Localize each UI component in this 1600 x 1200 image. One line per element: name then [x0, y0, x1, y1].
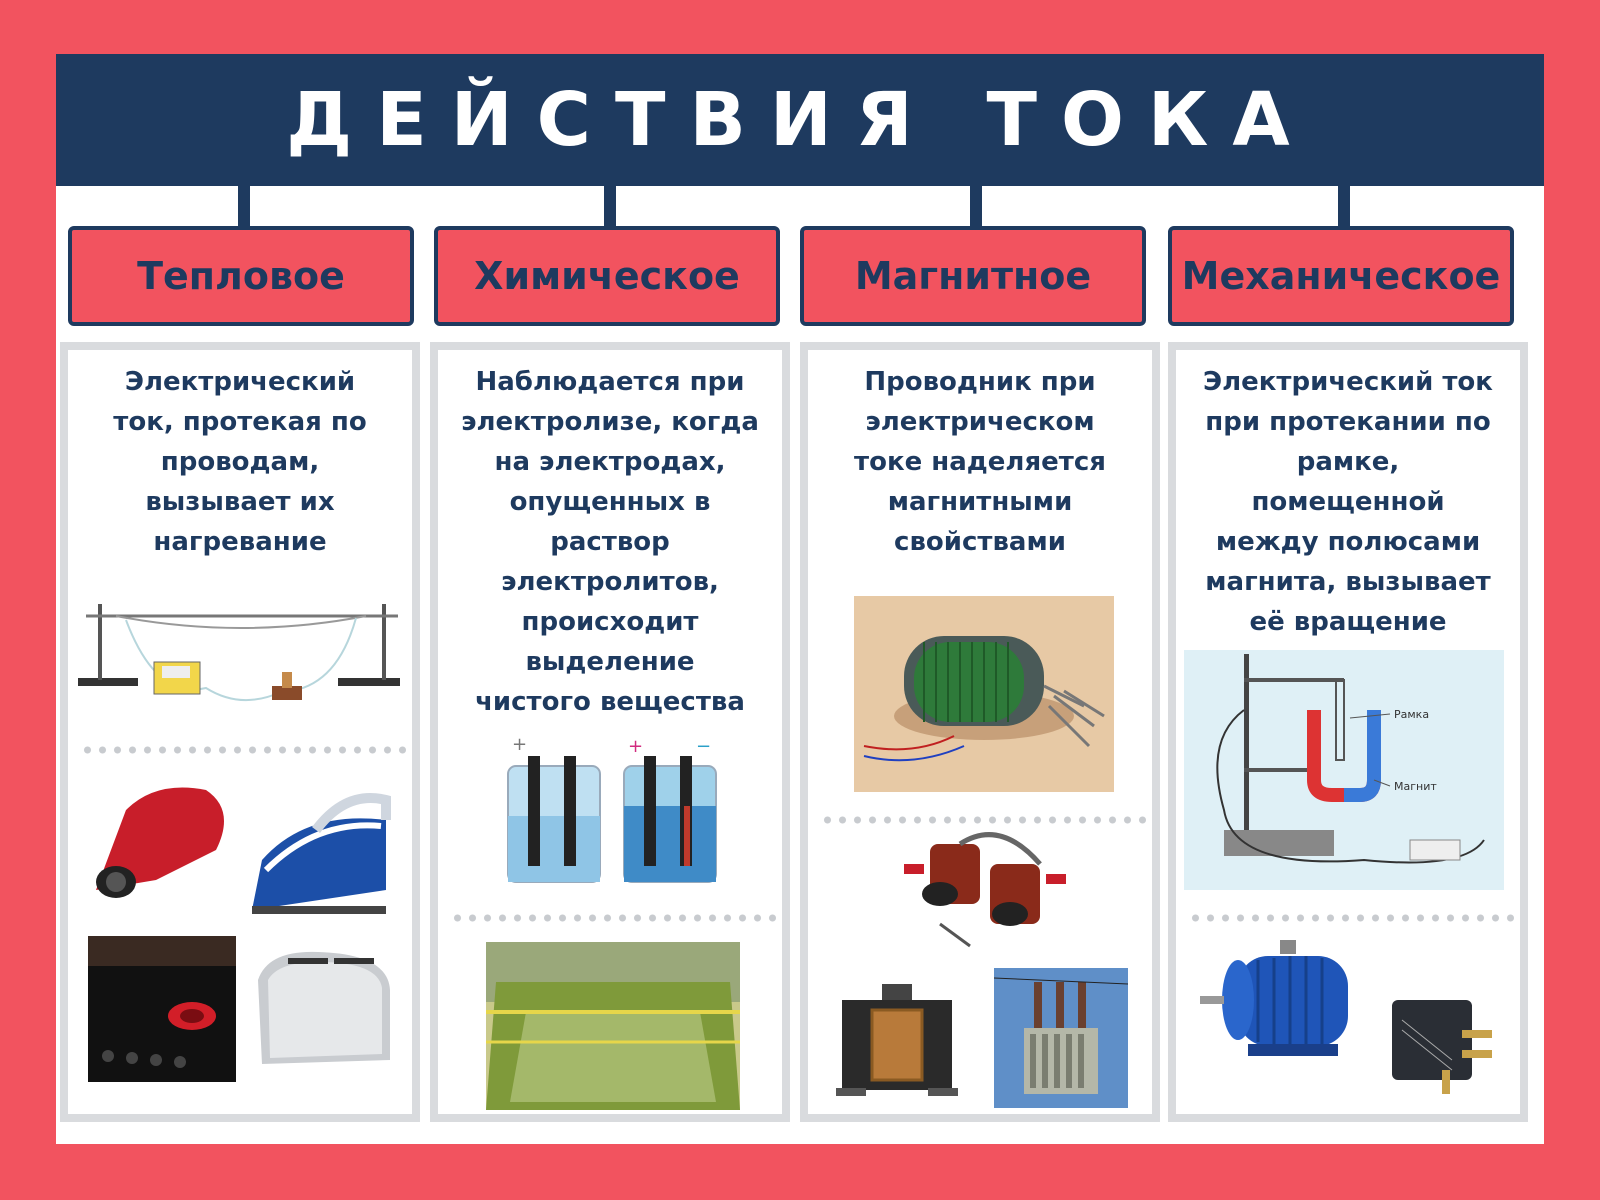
desc-line: чистого вещества: [475, 687, 745, 717]
connector-1: [238, 186, 250, 226]
description-mechanical: [1188, 362, 1508, 642]
divider-dots: [450, 914, 776, 922]
desc-line: происходит: [521, 607, 699, 637]
desc-line: её вращение: [1249, 607, 1447, 637]
desc-line: Электрический ток: [1203, 367, 1493, 397]
steam-iron-image: [246, 770, 396, 920]
divider-dots: [820, 816, 1146, 824]
desc-line: электрическом: [865, 407, 1095, 437]
desc-line: помещенной: [1251, 487, 1445, 517]
desc-line: рамке,: [1296, 447, 1400, 477]
category-magnetic: [800, 226, 1146, 326]
connector-4: [1338, 186, 1350, 226]
power-transformer-image: [994, 968, 1128, 1108]
panel-magnetic: [800, 342, 1160, 1122]
svg-text:−: −: [696, 736, 712, 757]
panel-mechanical: [1168, 342, 1528, 1122]
desc-line: вызывает их: [145, 487, 335, 517]
electroplating-baths-image: [486, 942, 740, 1110]
hair-dryer-image: [86, 770, 236, 910]
desc-line: между полюсами: [1215, 527, 1481, 557]
category-chemical: [434, 226, 780, 326]
divider-dots: [1188, 914, 1514, 922]
desc-line: токе наделяется: [854, 447, 1106, 477]
title-bar: [56, 54, 1544, 186]
desc-line: нагревание: [153, 527, 327, 557]
toaster-image: [248, 940, 398, 1080]
desc-line: электролизе, когда: [461, 407, 759, 437]
frame-in-magnet-image: [1184, 650, 1504, 890]
desc-line: Электрический: [124, 367, 356, 397]
poster: [56, 54, 1544, 1144]
electromagnet-coils-image: [900, 824, 1070, 954]
category-thermal: [68, 226, 414, 326]
frame-label: Рамка: [1394, 708, 1430, 721]
connector-2: [604, 186, 616, 226]
desc-line: магнитными: [887, 487, 1073, 517]
connector-3: [970, 186, 982, 226]
transformer-image: [832, 980, 962, 1110]
desc-line: Проводник при: [864, 367, 1096, 397]
wire-heating-setup-image: [76, 600, 406, 710]
relay-image: [1382, 990, 1502, 1100]
desc-line: свойствами: [894, 527, 1066, 557]
desc-line: при протекании по: [1205, 407, 1491, 437]
desc-line: магнита, вызывает: [1205, 567, 1491, 597]
electrolysis-cells-image: [498, 736, 728, 886]
desc-line: Наблюдается при: [475, 367, 745, 397]
category-label: Механическое: [1181, 254, 1501, 298]
electromagnet-with-nails-image: [854, 596, 1114, 792]
desc-line: ток, протекая по: [113, 407, 367, 437]
category-label: Магнитное: [854, 254, 1092, 298]
category-label: Тепловое: [137, 254, 345, 298]
panel-thermal: [60, 342, 420, 1122]
electric-stove-image: [88, 936, 236, 1082]
desc-line: проводам,: [160, 447, 320, 477]
desc-line: электролитов,: [501, 567, 719, 597]
category-label: Химическое: [474, 254, 740, 298]
divider-dots: [80, 746, 406, 754]
desc-line: на электродах,: [494, 447, 726, 477]
svg-text:+: +: [512, 736, 528, 755]
svg-text:+: +: [628, 736, 644, 757]
panel-chemical: [430, 342, 790, 1122]
magnet-label: Магнит: [1394, 780, 1437, 793]
electric-motor-image: [1198, 936, 1368, 1066]
description-chemical: [450, 362, 770, 722]
description-magnetic: [820, 362, 1140, 562]
desc-line: выделение: [525, 647, 695, 677]
category-mechanical: [1168, 226, 1514, 326]
desc-line: опущенных в: [509, 487, 711, 517]
desc-line: раствор: [550, 527, 670, 557]
page-title: ДЕЙСТВИЯ ТОКА: [286, 77, 1314, 163]
description-thermal: [80, 362, 400, 562]
